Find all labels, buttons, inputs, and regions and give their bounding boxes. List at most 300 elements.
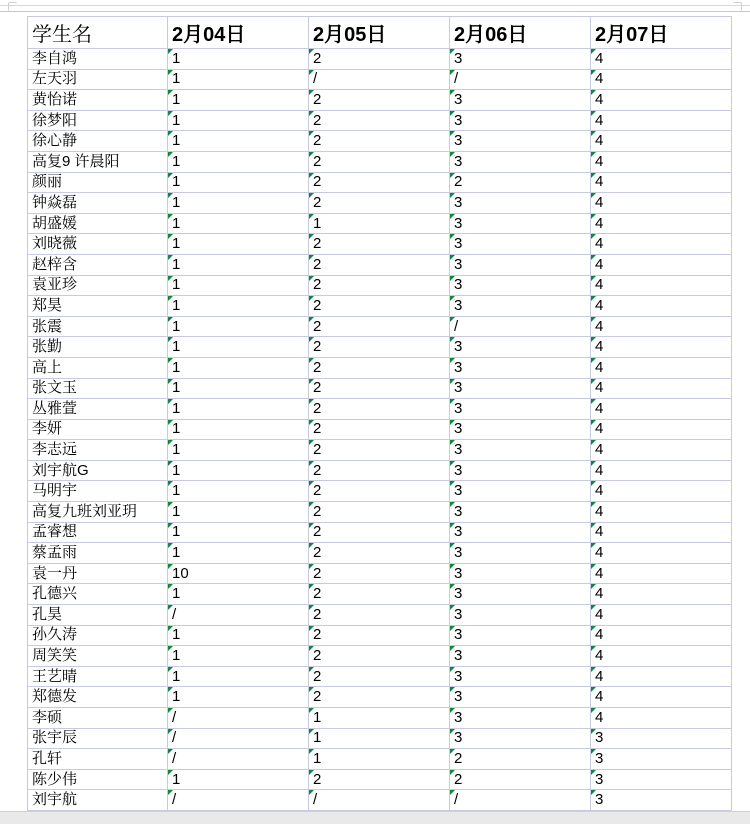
number-as-text-indicator-icon — [450, 584, 455, 589]
attendance-cell[interactable] — [309, 378, 450, 399]
student-name-cell[interactable]: 徐心静 — [28, 131, 168, 152]
attendance-cell[interactable] — [309, 481, 450, 502]
number-as-text-indicator-icon — [168, 687, 173, 692]
cell-value: 1 — [313, 708, 322, 726]
attendance-cell[interactable] — [450, 502, 591, 523]
attendance-cell[interactable] — [168, 296, 309, 317]
student-name-cell[interactable]: 张宇辰 — [28, 728, 168, 749]
attendance-cell[interactable] — [309, 172, 450, 193]
number-as-text-indicator-icon — [450, 543, 455, 548]
table-row — [28, 728, 732, 749]
attendance-cell[interactable] — [309, 563, 450, 584]
attendance-cell[interactable] — [591, 769, 732, 790]
attendance-cell[interactable] — [450, 728, 591, 749]
number-as-text-indicator-icon — [309, 523, 314, 528]
attendance-cell[interactable] — [168, 728, 309, 749]
number-as-text-indicator-icon — [309, 49, 314, 54]
attendance-cell[interactable] — [168, 357, 309, 378]
cell-value: 1 — [172, 193, 181, 211]
attendance-cell[interactable] — [450, 296, 591, 317]
attendance-cell[interactable] — [591, 687, 732, 708]
attendance-cell[interactable] — [309, 460, 450, 481]
attendance-cell[interactable] — [309, 749, 450, 770]
student-name-cell[interactable]: 胡盛媛 — [28, 213, 168, 234]
header-date[interactable]: 2月07日 — [591, 17, 732, 49]
cell-value: 1 — [172, 523, 181, 541]
attendance-cell[interactable] — [168, 790, 309, 811]
number-as-text-indicator-icon — [168, 399, 173, 404]
attendance-cell[interactable] — [168, 234, 309, 255]
attendance-cell[interactable] — [309, 69, 450, 90]
cell-value: 3 — [454, 90, 463, 108]
attendance-cell[interactable] — [591, 69, 732, 90]
cell-value: 3 — [454, 193, 463, 211]
number-as-text-indicator-icon — [309, 461, 314, 466]
attendance-cell[interactable] — [450, 234, 591, 255]
number-as-text-indicator-icon — [450, 70, 455, 75]
attendance-cell[interactable] — [309, 316, 450, 337]
attendance-cell[interactable] — [168, 460, 309, 481]
attendance-cell[interactable] — [450, 543, 591, 564]
student-name-cell[interactable]: 袁亚珍 — [28, 275, 168, 296]
table-row — [28, 666, 732, 687]
student-name-cell[interactable]: 王艺晴 — [28, 666, 168, 687]
number-as-text-indicator-icon — [591, 276, 596, 281]
attendance-cell[interactable] — [591, 666, 732, 687]
sheet-body — [28, 49, 732, 811]
header-date[interactable]: 2月05日 — [309, 17, 450, 49]
attendance-cell[interactable] — [168, 378, 309, 399]
attendance-cell[interactable] — [309, 193, 450, 214]
attendance-cell[interactable] — [591, 399, 732, 420]
attendance-cell[interactable] — [450, 399, 591, 420]
attendance-cell[interactable] — [450, 666, 591, 687]
number-as-text-indicator-icon — [168, 790, 173, 795]
student-name-cell[interactable]: 马明宇 — [28, 481, 168, 502]
attendance-cell[interactable] — [168, 769, 309, 790]
attendance-cell[interactable] — [591, 522, 732, 543]
attendance-cell[interactable] — [168, 193, 309, 214]
number-as-text-indicator-icon — [168, 193, 173, 198]
attendance-cell[interactable] — [591, 646, 732, 667]
student-name-cell[interactable]: 颜丽 — [28, 172, 168, 193]
student-name-cell[interactable]: 张文玉 — [28, 378, 168, 399]
attendance-cell[interactable] — [450, 790, 591, 811]
attendance-cell[interactable] — [168, 522, 309, 543]
attendance-cell[interactable] — [309, 337, 450, 358]
attendance-cell[interactable] — [450, 708, 591, 729]
attendance-cell[interactable] — [591, 213, 732, 234]
attendance-cell[interactable] — [309, 213, 450, 234]
attendance-cell[interactable] — [450, 357, 591, 378]
attendance-cell[interactable] — [450, 460, 591, 481]
student-name-cell[interactable]: 赵梓含 — [28, 254, 168, 275]
cell-value: 2 — [313, 49, 322, 67]
attendance-cell[interactable] — [168, 69, 309, 90]
cell-value: 1 — [172, 379, 181, 397]
attendance-cell[interactable] — [309, 357, 450, 378]
attendance-cell[interactable] — [591, 316, 732, 337]
number-as-text-indicator-icon — [309, 420, 314, 425]
student-name-cell[interactable]: 高复九班刘亚玥 — [28, 502, 168, 523]
attendance-cell[interactable] — [450, 90, 591, 111]
attendance-cell[interactable] — [168, 151, 309, 172]
student-name-cell[interactable]: 周笑笑 — [28, 646, 168, 667]
attendance-cell[interactable] — [591, 481, 732, 502]
number-as-text-indicator-icon — [450, 461, 455, 466]
attendance-cell[interactable] — [309, 646, 450, 667]
attendance-cell[interactable] — [450, 378, 591, 399]
attendance-cell[interactable] — [168, 687, 309, 708]
attendance-cell[interactable] — [450, 151, 591, 172]
number-as-text-indicator-icon — [309, 317, 314, 322]
student-name-cell[interactable]: 刘晓薇 — [28, 234, 168, 255]
cell-value: / — [172, 708, 177, 726]
attendance-cell[interactable] — [591, 460, 732, 481]
attendance-cell[interactable] — [168, 708, 309, 729]
attendance-cell[interactable] — [450, 110, 591, 131]
number-as-text-indicator-icon — [450, 234, 455, 239]
cell-value: 3 — [454, 132, 463, 150]
cell-value: 2 — [313, 585, 322, 603]
attendance-cell[interactable] — [591, 193, 732, 214]
cell-value: 1 — [172, 49, 181, 67]
attendance-cell[interactable] — [450, 687, 591, 708]
number-as-text-indicator-icon — [450, 667, 455, 672]
attendance-cell[interactable] — [309, 90, 450, 111]
attendance-cell[interactable] — [309, 522, 450, 543]
attendance-cell[interactable] — [450, 213, 591, 234]
number-as-text-indicator-icon — [168, 502, 173, 507]
attendance-cell[interactable] — [168, 172, 309, 193]
cell-value: 3 — [454, 564, 463, 582]
number-as-text-indicator-icon — [591, 523, 596, 528]
attendance-cell[interactable] — [168, 749, 309, 770]
attendance-cell[interactable] — [450, 337, 591, 358]
student-name-cell[interactable]: 孔轩 — [28, 749, 168, 770]
cell-value: 3 — [454, 461, 463, 479]
attendance-cell[interactable] — [309, 440, 450, 461]
attendance-cell[interactable] — [309, 708, 450, 729]
attendance-cell[interactable] — [591, 234, 732, 255]
attendance-cell[interactable] — [450, 749, 591, 770]
attendance-cell[interactable] — [591, 337, 732, 358]
cell-value: 2 — [313, 235, 322, 253]
attendance-cell[interactable] — [168, 90, 309, 111]
attendance-cell[interactable] — [309, 666, 450, 687]
cell-value: 4 — [595, 317, 604, 335]
number-as-text-indicator-icon — [450, 790, 455, 795]
attendance-cell[interactable] — [591, 708, 732, 729]
table-row — [28, 460, 732, 481]
student-name-cell[interactable]: 陈少伟 — [28, 769, 168, 790]
attendance-cell[interactable] — [309, 584, 450, 605]
table-row — [28, 646, 732, 667]
cell-value: 1 — [313, 729, 322, 747]
number-as-text-indicator-icon — [309, 173, 314, 178]
cell-value: 3 — [454, 379, 463, 397]
attendance-cell[interactable] — [450, 275, 591, 296]
header-student-name[interactable]: 学生名 — [28, 17, 168, 49]
attendance-cell[interactable] — [168, 213, 309, 234]
attendance-cell[interactable] — [450, 69, 591, 90]
number-as-text-indicator-icon — [591, 626, 596, 631]
attendance-cell[interactable] — [309, 49, 450, 70]
attendance-cell[interactable] — [450, 522, 591, 543]
attendance-cell[interactable] — [309, 110, 450, 131]
attendance-cell[interactable] — [309, 605, 450, 626]
student-name-cell[interactable]: 高复9 许晨阳 — [28, 151, 168, 172]
student-name-cell[interactable]: 左天羽 — [28, 69, 168, 90]
table-row — [28, 131, 732, 152]
attendance-cell[interactable] — [168, 337, 309, 358]
student-name-cell[interactable]: 黄怡诺 — [28, 90, 168, 111]
student-name-cell[interactable]: 高上 — [28, 357, 168, 378]
attendance-cell[interactable] — [450, 563, 591, 584]
number-as-text-indicator-icon — [591, 337, 596, 342]
attendance-cell[interactable] — [591, 131, 732, 152]
attendance-cell[interactable] — [591, 625, 732, 646]
cell-value: 2 — [313, 152, 322, 170]
number-as-text-indicator-icon — [309, 729, 314, 734]
student-name-cell[interactable]: 刘宇航G — [28, 460, 168, 481]
attendance-cell[interactable] — [591, 378, 732, 399]
attendance-cell[interactable] — [168, 316, 309, 337]
cell-value: / — [454, 70, 459, 88]
number-as-text-indicator-icon — [168, 708, 173, 713]
attendance-cell[interactable] — [591, 563, 732, 584]
attendance-cell[interactable] — [591, 749, 732, 770]
attendance-cell[interactable] — [168, 254, 309, 275]
attendance-cell[interactable] — [450, 172, 591, 193]
attendance-cell[interactable] — [450, 419, 591, 440]
attendance-cell[interactable] — [591, 790, 732, 811]
attendance-cell[interactable] — [591, 296, 732, 317]
attendance-cell[interactable] — [309, 419, 450, 440]
number-as-text-indicator-icon — [450, 523, 455, 528]
cell-value: 2 — [313, 132, 322, 150]
student-name-cell[interactable]: 李硕 — [28, 708, 168, 729]
attendance-cell[interactable] — [450, 193, 591, 214]
cell-value: 2 — [454, 173, 463, 191]
attendance-cell[interactable] — [309, 254, 450, 275]
cell-value: 1 — [172, 626, 181, 644]
student-name-cell[interactable]: 丛雅萱 — [28, 399, 168, 420]
attendance-cell[interactable] — [309, 728, 450, 749]
cell-value: 2 — [313, 90, 322, 108]
number-as-text-indicator-icon — [591, 749, 596, 754]
table-row — [28, 563, 732, 584]
number-as-text-indicator-icon — [168, 214, 173, 219]
table-row — [28, 316, 732, 337]
number-as-text-indicator-icon — [309, 255, 314, 260]
header-date[interactable]: 2月04日 — [168, 17, 309, 49]
cell-value: 4 — [595, 647, 604, 665]
attendance-cell[interactable] — [591, 357, 732, 378]
attendance-cell[interactable] — [450, 605, 591, 626]
header-date[interactable]: 2月06日 — [450, 17, 591, 49]
number-as-text-indicator-icon — [591, 90, 596, 95]
number-as-text-indicator-icon — [309, 708, 314, 713]
attendance-cell[interactable] — [309, 790, 450, 811]
number-as-text-indicator-icon — [168, 131, 173, 136]
attendance-cell[interactable] — [450, 131, 591, 152]
number-as-text-indicator-icon — [450, 708, 455, 713]
cell-value: 3 — [454, 708, 463, 726]
number-as-text-indicator-icon — [168, 543, 173, 548]
attendance-cell[interactable] — [168, 666, 309, 687]
cell-value: 1 — [172, 276, 181, 294]
cell-value: 2 — [313, 770, 322, 788]
attendance-cell[interactable] — [450, 584, 591, 605]
attendance-cell[interactable] — [450, 625, 591, 646]
attendance-cell[interactable] — [591, 254, 732, 275]
attendance-cell[interactable] — [168, 605, 309, 626]
attendance-cell[interactable] — [168, 481, 309, 502]
attendance-cell[interactable] — [591, 172, 732, 193]
number-as-text-indicator-icon — [309, 749, 314, 754]
cell-value: 1 — [172, 317, 181, 335]
page-corner-mark-left — [8, 2, 17, 11]
number-as-text-indicator-icon — [309, 296, 314, 301]
number-as-text-indicator-icon — [168, 605, 173, 610]
cell-value: 4 — [595, 193, 604, 211]
attendance-cell[interactable] — [309, 296, 450, 317]
number-as-text-indicator-icon — [450, 317, 455, 322]
cell-value: 4 — [595, 296, 604, 314]
cell-value: 2 — [313, 379, 322, 397]
number-as-text-indicator-icon — [168, 646, 173, 651]
attendance-cell[interactable] — [450, 440, 591, 461]
attendance-cell[interactable] — [168, 110, 309, 131]
attendance-cell[interactable] — [309, 687, 450, 708]
attendance-cell[interactable] — [450, 646, 591, 667]
attendance-cell[interactable] — [591, 110, 732, 131]
number-as-text-indicator-icon — [309, 543, 314, 548]
attendance-cell[interactable] — [168, 275, 309, 296]
attendance-cell[interactable] — [591, 151, 732, 172]
attendance-cell[interactable] — [591, 49, 732, 70]
cell-value: 3 — [454, 626, 463, 644]
attendance-cell[interactable] — [591, 502, 732, 523]
attendance-cell[interactable] — [309, 502, 450, 523]
student-name-cell[interactable]: 李自鸿 — [28, 49, 168, 70]
horizontal-scrollbar[interactable] — [0, 811, 750, 824]
cell-value: 1 — [172, 667, 181, 685]
attendance-cell[interactable] — [309, 769, 450, 790]
attendance-cell[interactable] — [309, 151, 450, 172]
cell-value: 1 — [172, 441, 181, 459]
attendance-cell[interactable] — [591, 605, 732, 626]
attendance-cell[interactable] — [168, 543, 309, 564]
attendance-cell[interactable] — [591, 419, 732, 440]
number-as-text-indicator-icon — [450, 770, 455, 775]
attendance-cell[interactable] — [450, 316, 591, 337]
student-name-cell[interactable]: 李妍 — [28, 419, 168, 440]
table-row — [28, 49, 732, 70]
student-name-cell[interactable]: 袁一丹 — [28, 563, 168, 584]
cell-value: 1 — [172, 502, 181, 520]
number-as-text-indicator-icon — [309, 481, 314, 486]
student-name-cell[interactable]: 郑德发 — [28, 687, 168, 708]
attendance-cell[interactable] — [309, 543, 450, 564]
attendance-cell[interactable] — [168, 584, 309, 605]
student-name-cell[interactable]: 徐梦阳 — [28, 110, 168, 131]
student-name-cell[interactable]: 孙久涛 — [28, 625, 168, 646]
number-as-text-indicator-icon — [309, 584, 314, 589]
cell-value: 2 — [313, 461, 322, 479]
cell-value: 1 — [172, 111, 181, 129]
student-name-cell[interactable]: 郑昊 — [28, 296, 168, 317]
cell-value: 4 — [595, 708, 604, 726]
student-name-cell[interactable]: 张震 — [28, 316, 168, 337]
number-as-text-indicator-icon — [591, 111, 596, 116]
attendance-cell[interactable] — [168, 563, 309, 584]
attendance-cell[interactable] — [168, 419, 309, 440]
cell-value: 3 — [595, 729, 604, 747]
attendance-sheet — [27, 16, 732, 811]
attendance-cell[interactable] — [168, 502, 309, 523]
attendance-cell[interactable] — [309, 234, 450, 255]
attendance-cell[interactable] — [591, 584, 732, 605]
attendance-cell[interactable] — [168, 131, 309, 152]
cell-value: 1 — [172, 90, 181, 108]
number-as-text-indicator-icon — [168, 420, 173, 425]
number-as-text-indicator-icon — [450, 255, 455, 260]
cell-value: 3 — [454, 585, 463, 603]
student-name-cell[interactable]: 刘宇航 — [28, 790, 168, 811]
attendance-cell[interactable] — [168, 625, 309, 646]
table-row — [28, 625, 732, 646]
number-as-text-indicator-icon — [168, 358, 173, 363]
attendance-cell[interactable] — [309, 275, 450, 296]
cell-value: 3 — [454, 420, 463, 438]
attendance-cell[interactable] — [309, 399, 450, 420]
student-name-cell[interactable]: 李志远 — [28, 440, 168, 461]
attendance-cell[interactable] — [309, 625, 450, 646]
student-name-cell[interactable]: 张勤 — [28, 337, 168, 358]
table-row — [28, 275, 732, 296]
number-as-text-indicator-icon — [591, 255, 596, 260]
attendance-cell[interactable] — [450, 481, 591, 502]
attendance-cell[interactable] — [168, 399, 309, 420]
attendance-cell[interactable] — [591, 543, 732, 564]
attendance-cell[interactable] — [168, 49, 309, 70]
student-name-cell[interactable]: 孔德兴 — [28, 584, 168, 605]
number-as-text-indicator-icon — [450, 111, 455, 116]
student-name-cell[interactable]: 孟睿想 — [28, 522, 168, 543]
attendance-cell[interactable] — [591, 440, 732, 461]
attendance-cell[interactable] — [450, 49, 591, 70]
cell-value: 3 — [454, 111, 463, 129]
attendance-cell[interactable] — [168, 646, 309, 667]
table-row — [28, 378, 732, 399]
number-as-text-indicator-icon — [591, 70, 596, 75]
attendance-cell[interactable] — [309, 131, 450, 152]
attendance-cell[interactable] — [168, 440, 309, 461]
student-name-cell[interactable]: 孔昊 — [28, 605, 168, 626]
number-as-text-indicator-icon — [450, 90, 455, 95]
number-as-text-indicator-icon — [168, 461, 173, 466]
attendance-cell[interactable] — [591, 728, 732, 749]
student-name-cell[interactable]: 钟焱磊 — [28, 193, 168, 214]
attendance-cell[interactable] — [450, 254, 591, 275]
attendance-cell[interactable] — [591, 90, 732, 111]
student-name-cell[interactable]: 蔡孟雨 — [28, 543, 168, 564]
attendance-cell[interactable] — [450, 769, 591, 790]
cell-value: 3 — [454, 276, 463, 294]
attendance-cell[interactable] — [591, 275, 732, 296]
